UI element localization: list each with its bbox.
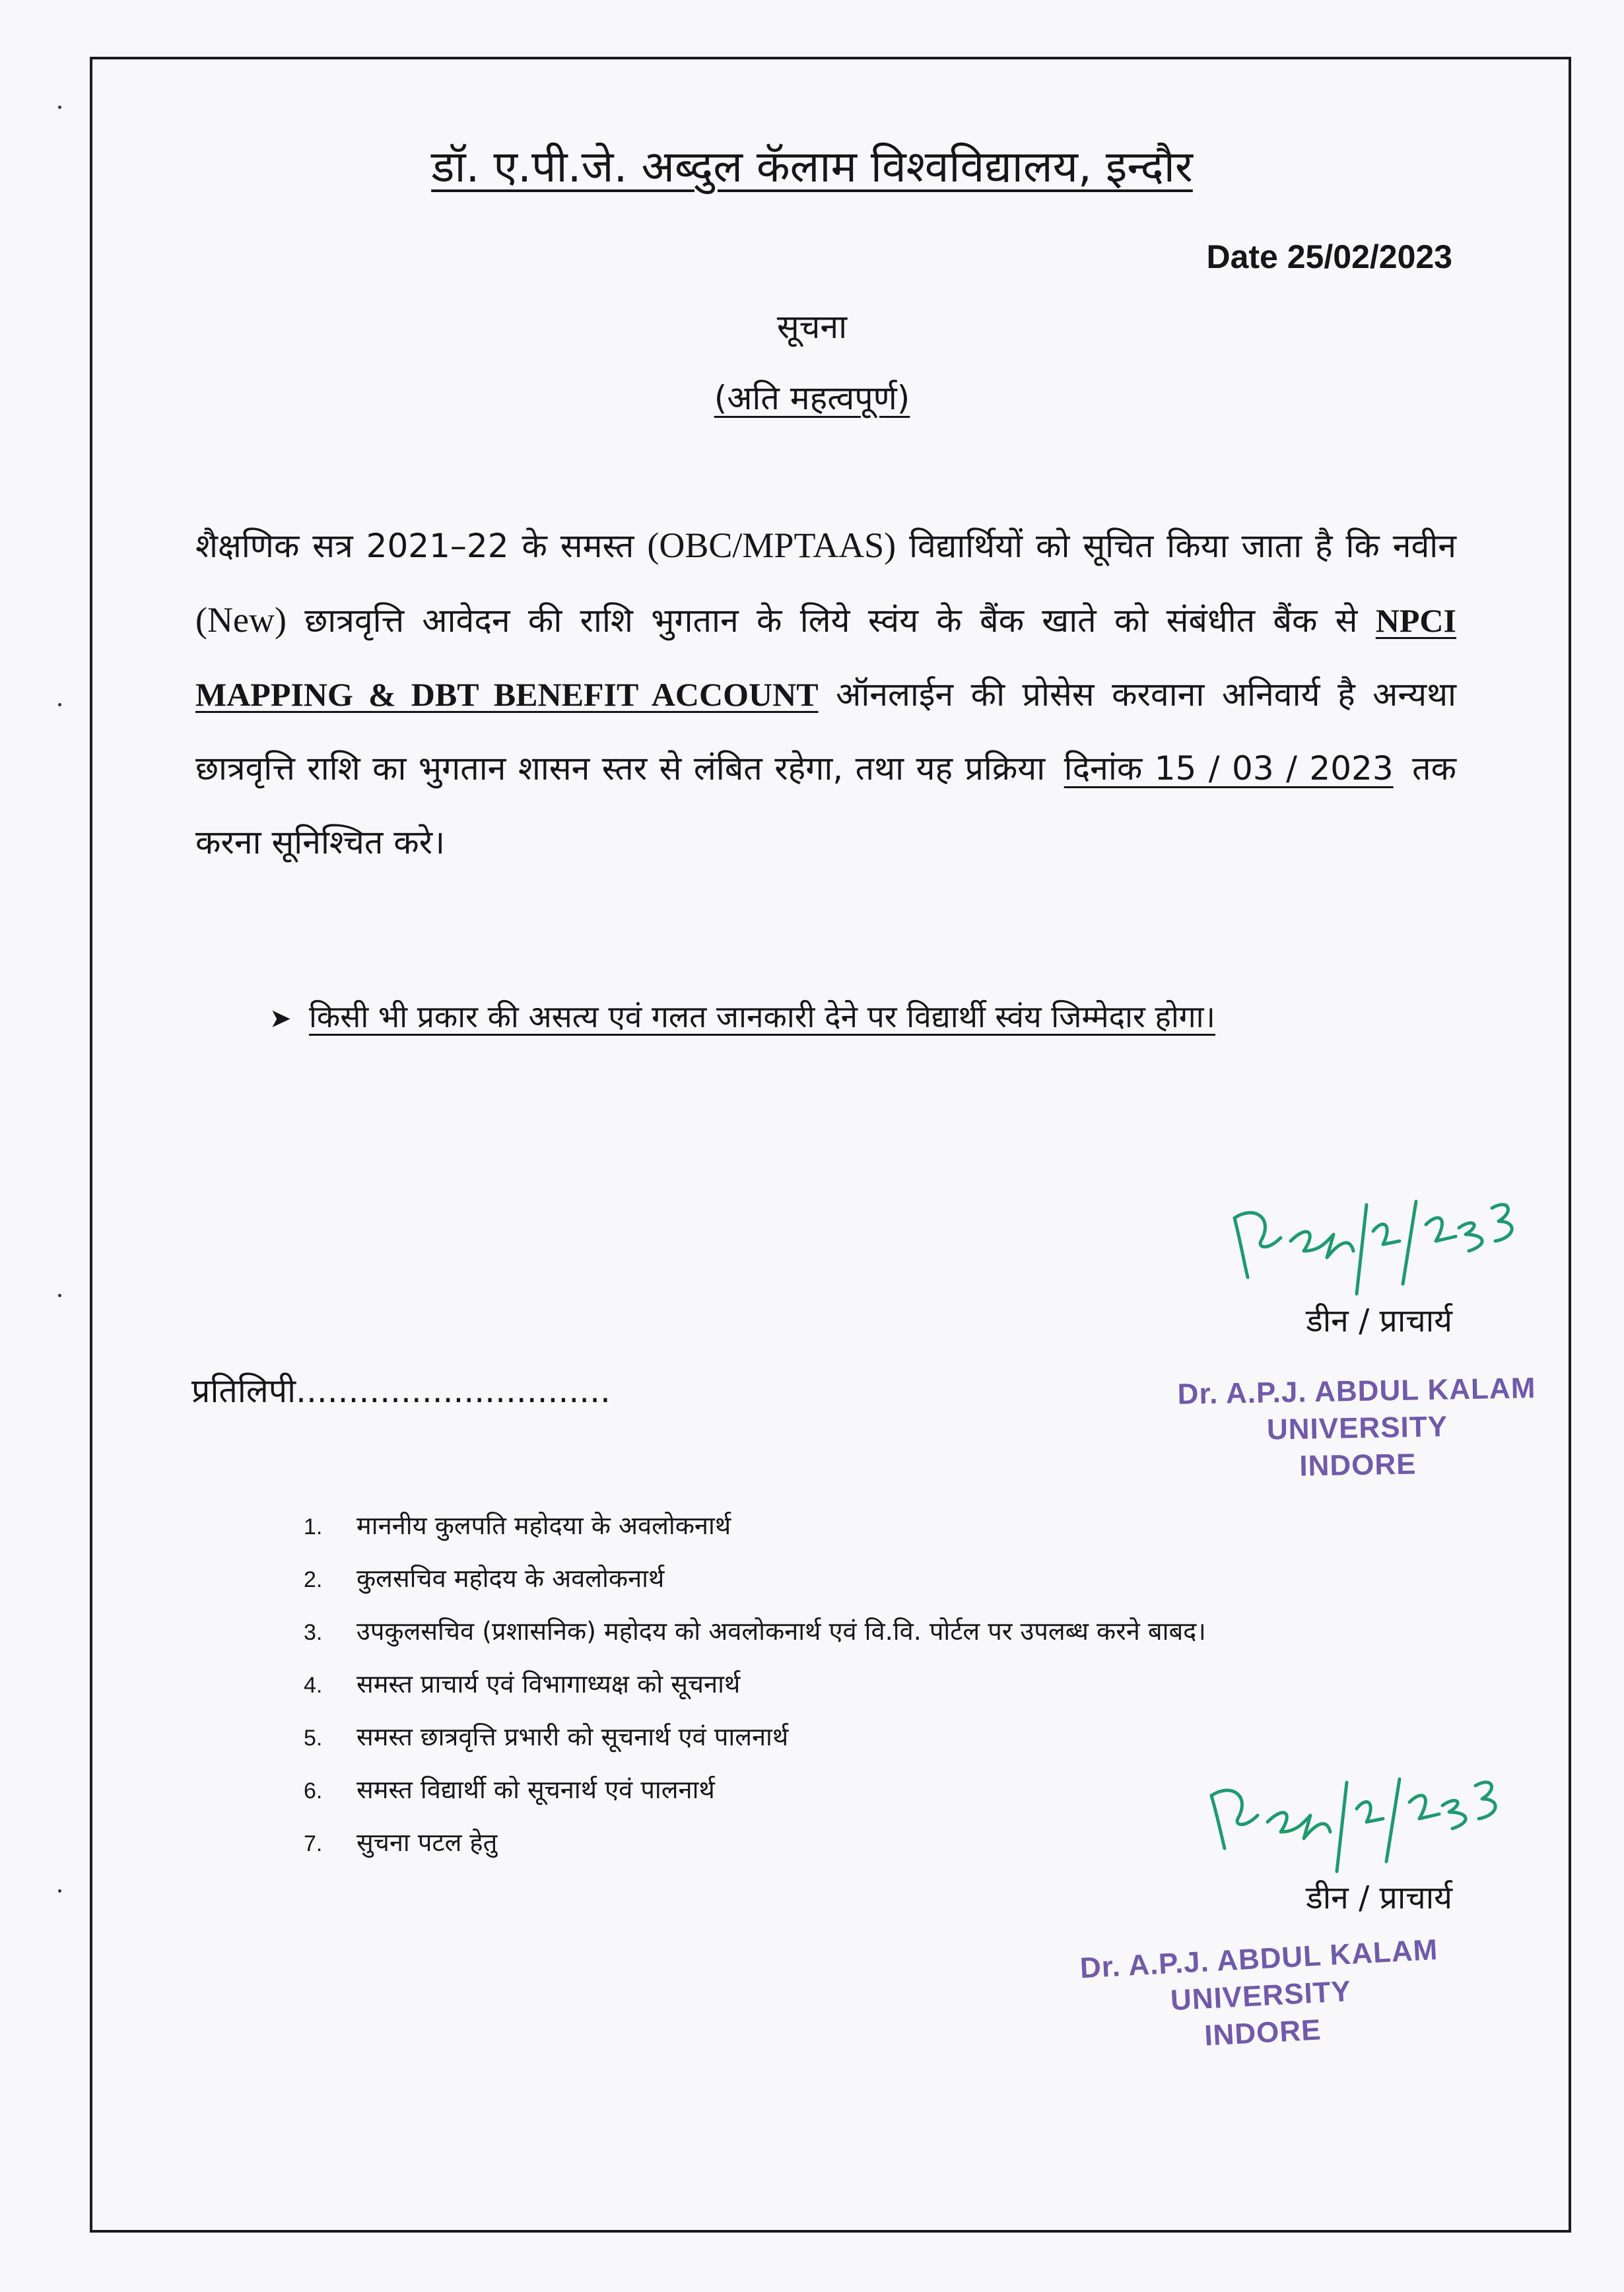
warning-note-text: किसी भी प्रकार की असत्य एवं गलत जानकारी देने पर विद्यार्थी स्वंय जिम्मेदार होगा। <box>309 999 1215 1034</box>
list-item-number: 5. <box>304 1726 323 1751</box>
signatory-designation-1: डीन / प्राचार्य <box>1306 1302 1452 1339</box>
margin-dot <box>58 1889 61 1893</box>
university-title-text: डॉ. ए.पी.जे. अब्दुल कॅलाम विश्वविद्यालय, इन्दौर <box>431 141 1193 192</box>
body-new: (New) <box>195 600 287 640</box>
list-item <box>304 1500 1492 1553</box>
list-item-number: 2. <box>304 1567 323 1592</box>
stamp-2-line2: INDORE <box>1203 2013 1322 2052</box>
body-text: ऑनलाईन की प्रोसेस करवाना अनिवार्य है अन्यथा छात्रवृत्ति राशि का भुगतान शासन स्तर से लंबित रहेगा, तथा यह प्रक्रिया <box>195 675 1456 788</box>
stamp-2-line1: Dr. A.P.J. ABDUL KALAM UNIVERSITY <box>1079 1933 1439 2017</box>
list-item-text: समस्त छात्रवृत्ति प्रभारी को सूचनार्थ एवं पालनार्थ <box>356 1722 789 1751</box>
notice-heading <box>0 304 1624 350</box>
body-text: तक करना सूनिश्चित करे। <box>195 749 1456 861</box>
list-item-text: उपकुलसचिव (प्रशासनिक) महोदय को अवलोकनार्थ एवं वि.वि. पोर्टल पर उपलब्ध करने बाबद। <box>356 1617 1206 1646</box>
margin-dot <box>58 703 61 706</box>
body-deadline-date: दिनांक 15 / 03 / 2023 <box>1064 749 1394 788</box>
notice-subheading-text: (अति महत्वपूर्ण) <box>714 379 910 417</box>
body-category: (OBC/MPTAAS) <box>647 525 897 565</box>
stamp-1-line1: Dr. A.P.J. ABDUL KALAM UNIVERSITY <box>1177 1372 1536 1446</box>
body-text: विद्यार्थियों को सूचित किया जाता है कि नवीन <box>896 527 1457 565</box>
list-item <box>304 1605 1492 1658</box>
notice-body <box>195 508 1456 879</box>
list-item-number: 4. <box>304 1673 323 1698</box>
arrow-bullet-icon: ➤ <box>269 1003 292 1034</box>
list-item <box>304 1658 1492 1711</box>
notice-heading-text: सूचना <box>776 308 848 346</box>
margin-dot <box>58 1294 61 1297</box>
body-text: शैक्षणिक सत्र 2021–22 के समस्त <box>195 527 648 565</box>
list-item-number: 3. <box>304 1620 323 1645</box>
list-item-text: कुलसचिव महोदय के अवलोकनार्थ <box>356 1564 665 1593</box>
university-title <box>0 137 1624 197</box>
copy-to-label: प्रतिलिपी.............................. <box>191 1372 611 1410</box>
list-item-text: समस्त विद्यार्थी को सूचनार्थ एवं पालनार्थ <box>356 1775 715 1804</box>
signature-2 <box>1201 1743 1518 1881</box>
notice-subheading <box>0 375 1624 421</box>
margin-dot <box>58 106 61 109</box>
list-item-text: समस्त प्राचार्य एवं विभागाध्यक्ष को सूचनार्थ <box>356 1669 741 1699</box>
list-item-text: सुचना पटल हेतु <box>356 1828 498 1857</box>
stamp-1-line2: INDORE <box>1299 1448 1417 1483</box>
signatory-designation-2: डीन / प्राचार्य <box>1306 1879 1452 1916</box>
university-stamp-1 <box>1106 1368 1609 1488</box>
list-item-number: 7. <box>304 1831 323 1856</box>
list-item <box>304 1553 1492 1605</box>
body-npci-mapping: NPCI MAPPING & DBT BENEFIT ACCOUNT <box>195 602 1456 713</box>
body-text: छात्रवृत्ति आवेदन की राशि भुगतान के लिये स्वंय के बैंक खाते को संबंधीत बैंक से <box>286 601 1376 640</box>
notice-date: Date 25/02/2023 <box>1206 238 1452 275</box>
list-item-number: 1. <box>304 1514 323 1539</box>
signature-1 <box>1228 1178 1518 1310</box>
list-item-number: 6. <box>304 1778 323 1803</box>
list-item-text: माननीय कुलपति महोदया के अवलोकनार्थ <box>356 1511 731 1540</box>
warning-note <box>269 994 1458 1042</box>
